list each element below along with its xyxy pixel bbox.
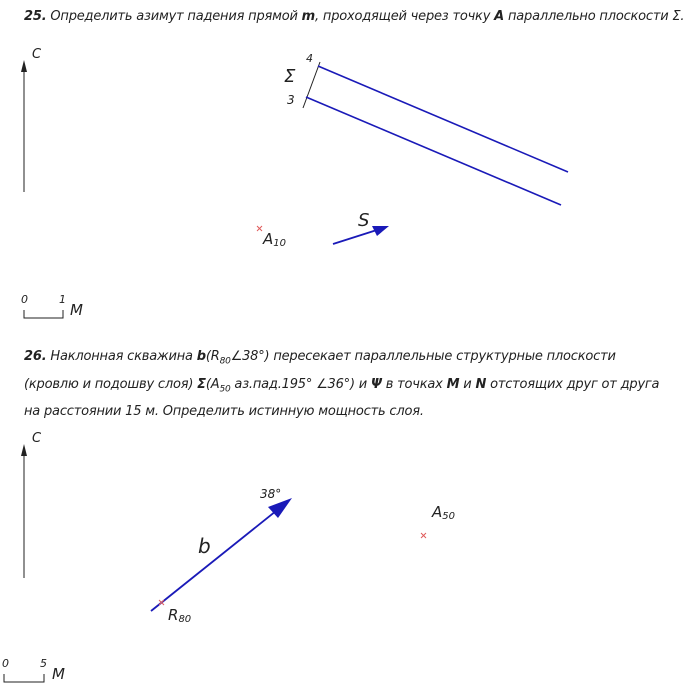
problem-26-M: M — [446, 377, 460, 392]
point-R80-letter: R — [168, 606, 179, 624]
direction-arrowhead-S — [372, 226, 389, 236]
problem-26-line2-a: (кровлю и подошву слоя) — [24, 377, 198, 392]
scale-26-five: 5 — [40, 657, 47, 670]
problem-26-line1-b: (R — [205, 349, 220, 364]
problem-26-line2-b-sub: 50 — [219, 384, 231, 395]
problem-26-line3: на расстоянии 15 м. Определить истинную мощность слоя. — [24, 404, 424, 419]
scale-25-zero: 0 — [21, 293, 28, 306]
north-arrowhead-25 — [21, 60, 27, 72]
problem-25-text-c: параллельно плоскости Σ. — [504, 9, 684, 24]
point-R80 — [159, 600, 164, 605]
well-angle-label: 38° — [260, 487, 282, 501]
problem-25-text-b: , проходящей через точку — [315, 9, 495, 24]
line-label-3: 3 — [287, 93, 295, 107]
point-A10-sub: 10 — [273, 238, 286, 249]
problem-26-line1-b-sub: 80 — [219, 356, 231, 367]
problem-26-line1-a: Наклонная скважина — [46, 349, 197, 364]
point-A50-label — [431, 503, 455, 522]
diagram-26 — [2, 431, 455, 683]
problem-26-N: N — [475, 377, 487, 392]
scale-25-one: 1 — [59, 293, 66, 306]
problem-26-number: 26. — [24, 349, 47, 364]
point-A10-label — [262, 230, 286, 249]
north-label-26: С — [32, 431, 42, 446]
horizontal-line-4 — [318, 66, 568, 172]
point-R80-label — [168, 606, 191, 625]
point-R80-sub: 80 — [178, 614, 192, 625]
point-A10 — [257, 226, 262, 231]
problem-26-line2-b: (A — [205, 377, 220, 392]
horizontal-line-3 — [306, 97, 561, 205]
point-A50 — [421, 533, 426, 538]
north-arrowhead-26 — [21, 444, 27, 456]
problem-25-number: 25. — [24, 9, 47, 24]
problem-26-line2-c: аз.пад.195° ∠36°) и — [230, 377, 371, 392]
well-line-label-b: b — [198, 534, 211, 558]
north-label-25: С — [32, 47, 42, 62]
scale-bar-25 — [24, 310, 63, 318]
sigma-label: Σ — [284, 66, 296, 87]
scale-25-unit: М — [70, 301, 83, 319]
direction-arrow-S — [333, 229, 380, 244]
problem-25-A: A — [494, 9, 505, 24]
problem-26-line1-c: ∠38°) пересекает параллельные структурные плоскости — [230, 349, 616, 364]
scale-26-unit: М — [52, 665, 65, 683]
problem-26-sigma: Σ — [197, 377, 206, 392]
problem-26-b: b — [196, 349, 206, 364]
scale-bar-26 — [4, 674, 44, 682]
direction-label-S: S — [358, 210, 370, 231]
point-A50-letter: A — [432, 503, 443, 521]
problem-26-line2-f: отстоящих друг от друга — [486, 377, 660, 392]
problem-25-text-a: Определить азимут падения прямой — [46, 9, 302, 24]
well-line-b — [151, 507, 281, 611]
problem-26-psi: Ψ — [370, 377, 382, 392]
point-A50-sub: 50 — [442, 511, 455, 522]
problem-25-m: m — [301, 9, 316, 24]
line-label-4: 4 — [306, 52, 313, 65]
scale-26-zero: 0 — [2, 657, 9, 670]
diagram-25 — [21, 47, 568, 319]
problem-26-line2-e: и — [459, 377, 476, 392]
point-A10-letter: A — [263, 230, 274, 248]
problem-26-line2-d: в точках — [381, 377, 447, 392]
